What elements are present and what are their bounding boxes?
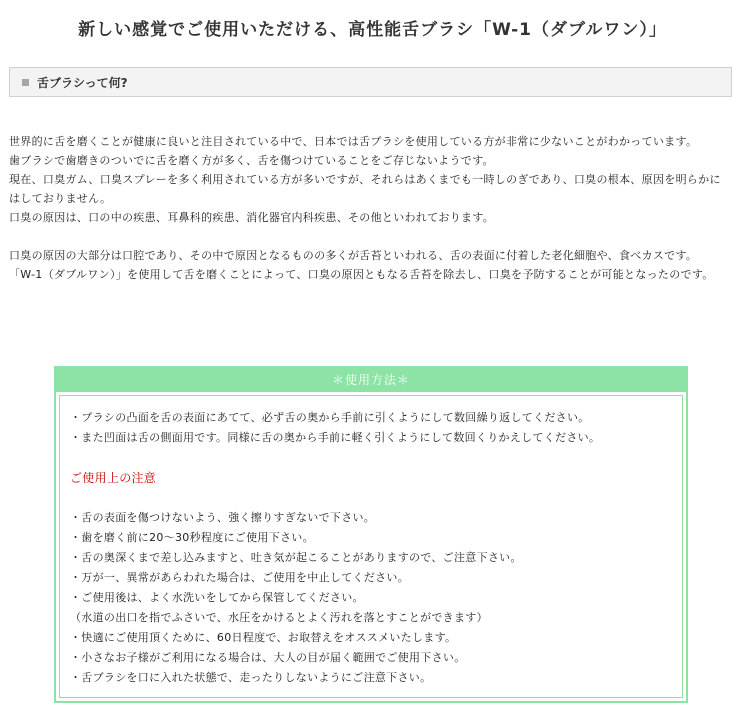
caution-item: ・歯を磨く前に20～30秒程度にご使用下さい。 <box>70 531 314 544</box>
section-header <box>9 67 732 97</box>
paragraph-line: 「W-1（ダブルワン）」を使用して舌を磨くことによって、口臭の原因ともなる舌苔を除去し、口臭を予防することが可能となったのです。 <box>9 268 714 281</box>
spacer <box>70 448 682 468</box>
usage-step: ・ブラシの凸面を舌の表面にあてて、必ず舌の奥から手前に引くようにして数回繰り返してください。 <box>70 411 590 424</box>
usage-content <box>59 395 683 698</box>
section-title: 舌ブラシって何? <box>37 75 128 90</box>
usage-title: ＊使用方法＊ <box>56 368 686 392</box>
caution-heading: ご使用上の注意 <box>70 471 157 485</box>
paragraph-line: 歯ブラシで歯磨きのついでに舌を磨く方が多く、舌を傷つけていることをご存じないようです。 <box>9 154 494 167</box>
spacer <box>9 227 732 246</box>
caution-item: ・ご使用後は、よく水洗いをしてから保管してください。 <box>70 591 364 604</box>
caution-item: ・舌ブラシを口に入れた状態で、走ったりしないようにご注意下さい。 <box>70 671 432 684</box>
paragraph-line: 口臭の原因は、口の中の疾患、耳鼻科的疾患、消化器官内科疾患、その他といわれております。 <box>9 211 495 224</box>
square-bullet-icon <box>22 79 29 86</box>
caution-item: ・舌の表面を傷つけないよう、強く擦りすぎないで下さい。 <box>70 511 376 524</box>
paragraph-line: 世界的に舌を磨くことが健康に良いと注目されている中で、日本では舌ブラシを使用している方が非常に少ないことがわかっています。 <box>9 135 698 148</box>
usage-step: ・また凹面は舌の側面用です。同様に舌の奥から手前に軽く引くようにして数回くりかえしてください。 <box>70 431 601 444</box>
spacer <box>70 488 682 508</box>
body-text <box>9 132 732 284</box>
caution-item: ・快適にご使用頂くために、60日程度で、お取替えをオススメいたします。 <box>70 631 457 644</box>
caution-item: （水道の出口を指でふさいで、水圧をかけるとよく汚れを落とすことができます） <box>70 611 488 624</box>
page-title: 新しい感覚でご使用いただける、高性能舌ブラシ「W-1（ダブルワン）」 <box>78 20 667 41</box>
caution-item: ・小さなお子様がご利用になる場合は、大人の目が届く範囲でご使用下さい。 <box>70 651 466 664</box>
caution-item: ・万が一、異常があらわれた場合は、ご使用を中止してください。 <box>70 571 409 584</box>
usage-box <box>54 366 688 703</box>
caution-item: ・舌の奥深くまで差し込みますと、吐き気が起こることがありますので、ご注意下さい。 <box>70 551 522 564</box>
paragraph-line: 口臭の原因の大部分は口腔であり、その中で原因となるものの多くが舌苔といわれる、舌の表面に付着した老化細胞や、食べカスです。 <box>9 249 698 262</box>
paragraph-line: 現在、口臭ガム、口臭スプレーを多く利用されている方が多いですが、それらはあくまでも一時しのぎであり、口臭の根本、原因を明らかにはしておりません。 <box>9 173 721 205</box>
